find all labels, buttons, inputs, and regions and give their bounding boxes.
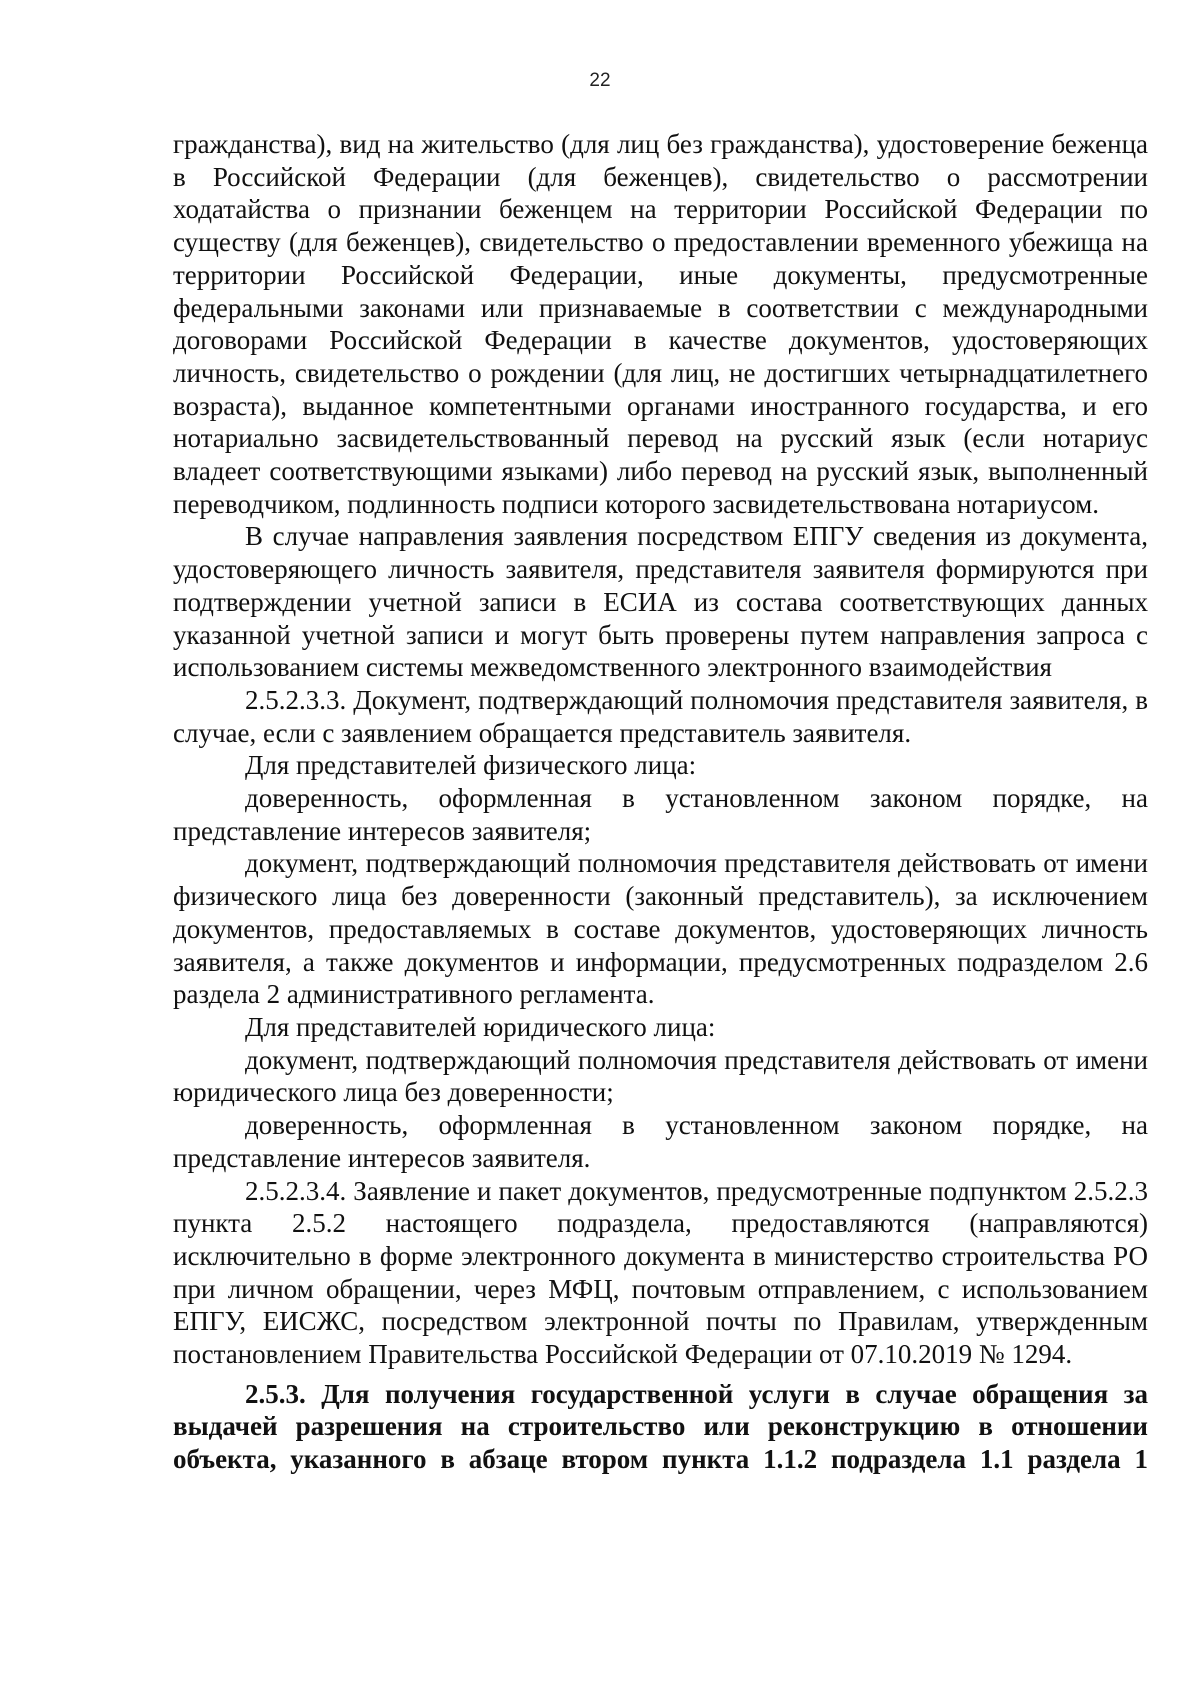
paragraph-individual-representatives-heading: Для представителей физического лица: xyxy=(245,750,697,781)
document-body xyxy=(173,128,1148,1476)
paragraph-2-5-2-3-3: 2.5.2.3.3. Документ, подтверждающий полномочия представителя заявителя, в случае, если с заявлением обращается представитель заявителя. xyxy=(173,684,1148,748)
paragraph-2-5-3-heading: 2.5.3. Для получения государственной услуги в случае обращения за выдачей разрешения на строительство или реконструкцию в отношении объекта, указанного в абзаце втором пункта 1.1.2 подраздела 1.1 раздела 1 xyxy=(173,1378,1148,1475)
page-number: 22 xyxy=(589,70,611,91)
paragraph-legal-entity-authority: документ, подтверждающий полномочия представителя действовать от имени юридического лица без доверенности; xyxy=(173,1044,1148,1108)
paragraph-epgu-identity: В случае направления заявления посредством ЕПГУ сведения из документа, удостоверяющего личность заявителя, представителя заявителя формируются при подтверждении учетной записи в ЕСИА из состава соответствующих данных указанной учетной записи и могут быть проверены путем направления запроса с использованием системы межведомственного электронного взаимодействия xyxy=(173,521,1148,683)
paragraph-2-5-2-3-4: 2.5.2.3.4. Заявление и пакет документов, предусмотренные подпунктом 2.5.2.3 пункта 2.5.2 настоящего подраздела, предоставляются (направляются) исключительно в форме электронного документа в министерство строительства РО при личном обращении, через МФЦ, почтовым отправлением, с использованием ЕПГУ, ЕИСЖС, посредством электронной почты по Правилам, утвержденным постановлением Правительства Российской Федерации от 07.10.2019 № 1294. xyxy=(173,1175,1148,1370)
paragraph-legal-entity-power-of-attorney: доверенность, оформленная в установленном законом порядке, на представление интересов заявителя. xyxy=(173,1110,1148,1173)
paragraph-individual-legal-representative: документ, подтверждающий полномочия представителя действовать от имени физического лица без доверенности (законный представитель), за исключением документов, предоставляемых в составе документов, удостоверяющих личность заявителя, а также документов и информации, предусмотренных подразделом 2.6 раздела 2 административного регламента. xyxy=(173,848,1148,1010)
paragraph-legal-entity-heading: Для представителей юридического лица: xyxy=(245,1011,716,1042)
paragraph-identity-documents: гражданства), вид на жительство (для лиц без гражданства), удостоверение беженца в Российской Федерации (для беженцев), свидетельство о рассмотрении ходатайства о признании беженцем на территории Российской Федерации по существу (для беженцев), свидетельство о предоставлении временного убежища на территории Российской Федерации, иные документы, предусмотренные федеральными законами или признаваемые в соответствии с международными договорами Российской Федерации в качестве документов, удостоверяющих личность, свидетельство о рождении (для лиц, не достигших четырнадцатилетнего возраста), выданное компетентными органами иностранного государства, и его нотариально засвидетельствованный перевод на русский язык (если нотариус владеет соответствующими языками) либо перевод на русский язык, выполненный переводчиком, подлинность подписи которого засвидетельствована нотариусом. xyxy=(173,129,1148,519)
paragraph-individual-power-of-attorney: доверенность, оформленная в установленном законом порядке, на представление интересов заявителя; xyxy=(173,783,1148,846)
